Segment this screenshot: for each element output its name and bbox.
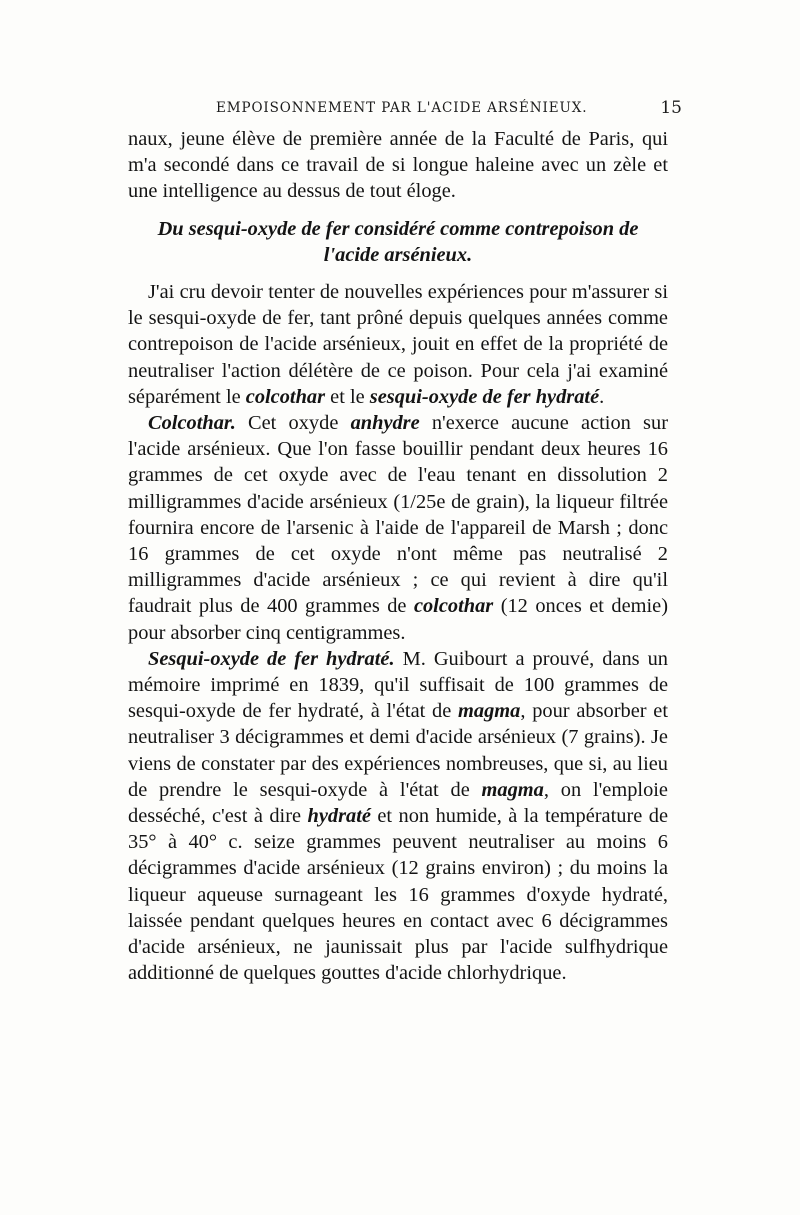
body-text xyxy=(128,126,668,987)
term-anhydre: anhydre xyxy=(350,412,420,435)
section-title xyxy=(128,216,668,268)
paragraph-text: J'ai cru devoir tenter de nouvelles expériences pour m'assurer si le sesqui-oxyde de fer, tant prôné depuis quelques années comme contrepoison de l'acide arsénieux, jouit en effet de la propriété de neutraliser l'action délétère de ce poison. Pour cela j'ai examiné séparément le xyxy=(128,281,668,408)
paragraph-heading-sesqui-oxyde: Sesqui-oxyde de fer hydraté. xyxy=(148,647,395,670)
paragraph-text: M. Guibourt a prouvé, dans un mémoire imprimé en 1839, qu'il suffisait de 100 grammes de sesqui-oxyde de fer hydraté, à l'état de xyxy=(128,647,668,723)
paragraph-colcothar xyxy=(128,410,668,646)
intro-paragraph: naux, jeune élève de première année de la Faculté de Paris, qui m'a secondé dans ce travail de si longue haleine avec un zèle et une intelligence au dessus de tout éloge. xyxy=(128,128,668,203)
paragraph-text: , pour absorber et neutraliser 3 décigrammes et demi d'acide arsénieux (7 grains). Je viens de constater par des expériences nombreuses, que si, au lieu de prendre le sesqui-oxyde à l'état de xyxy=(128,700,669,801)
term-magma: magma xyxy=(458,700,521,723)
paragraph-text: , on l'emploie desséché, c'est à dire xyxy=(128,778,668,828)
term-magma: magma xyxy=(481,778,544,801)
section-title-line-2: l'acide arsénieux. xyxy=(323,243,473,266)
page-header xyxy=(128,98,682,122)
section-title-line-1: Du sesqui-oxyde de fer considéré comme contrepoison de xyxy=(157,217,639,240)
term-colcothar: colcothar xyxy=(413,595,494,618)
paragraph-sesqui-oxyde-hydrate xyxy=(128,646,668,987)
paragraph-text: Cet oxyde xyxy=(235,412,351,435)
page-number: 15 xyxy=(660,98,682,118)
paragraph-text: et non humide, à la température de 35° à 40° c. seize grammes peuvent neutraliser au moins 6 décigrammes d'acide arsénieux (12 grains environ) ; du moins la liqueur aqueuse surnageant les 16 grammes d'oxyde hydraté, laissée pendant quelques heures en contact avec 6 décigrammes d'acide arsénieux, ne jaunissait plus par l'acide sulfhydrique additionné de quelques gouttes d'acide chlorhydrique. xyxy=(128,805,668,985)
paragraph-text: (12 onces et demie) pour absorber cinq centigrammes. xyxy=(128,595,668,644)
paragraph-heading-colcothar: Colcothar. xyxy=(148,412,236,435)
paragraph-text: n'exerce aucune action sur l'acide arsénieux. Que l'on fasse bouillir pendant deux heures 16 grammes de cet oxyde avec de l'eau tenant en dissolution 2 milligrammes d'acide arsénieux (1/25e de grain), la liqueur filtrée fournira encore de l'arsenic à l'aide de l'appareil de Marsh ; donc 16 grammes de cet oxyde n'ont même pas neutralisé 2 milligrammes d'acide arsénieux ; ce qui revient à dire qu'il faudrait plus de 400 grammes de xyxy=(128,412,668,618)
term-colcothar: colcothar xyxy=(245,385,326,408)
paragraph-text: . xyxy=(599,385,605,408)
running-title: EMPOISONNEMENT PAR L'ACIDE ARSÉNIEUX. xyxy=(216,100,588,116)
paragraph-experiments xyxy=(128,279,668,410)
term-sesqui-oxyde: sesqui-oxyde de fer hydraté xyxy=(369,385,600,408)
paragraph-text: et le xyxy=(325,385,370,408)
term-hydrate: hydraté xyxy=(307,805,371,828)
